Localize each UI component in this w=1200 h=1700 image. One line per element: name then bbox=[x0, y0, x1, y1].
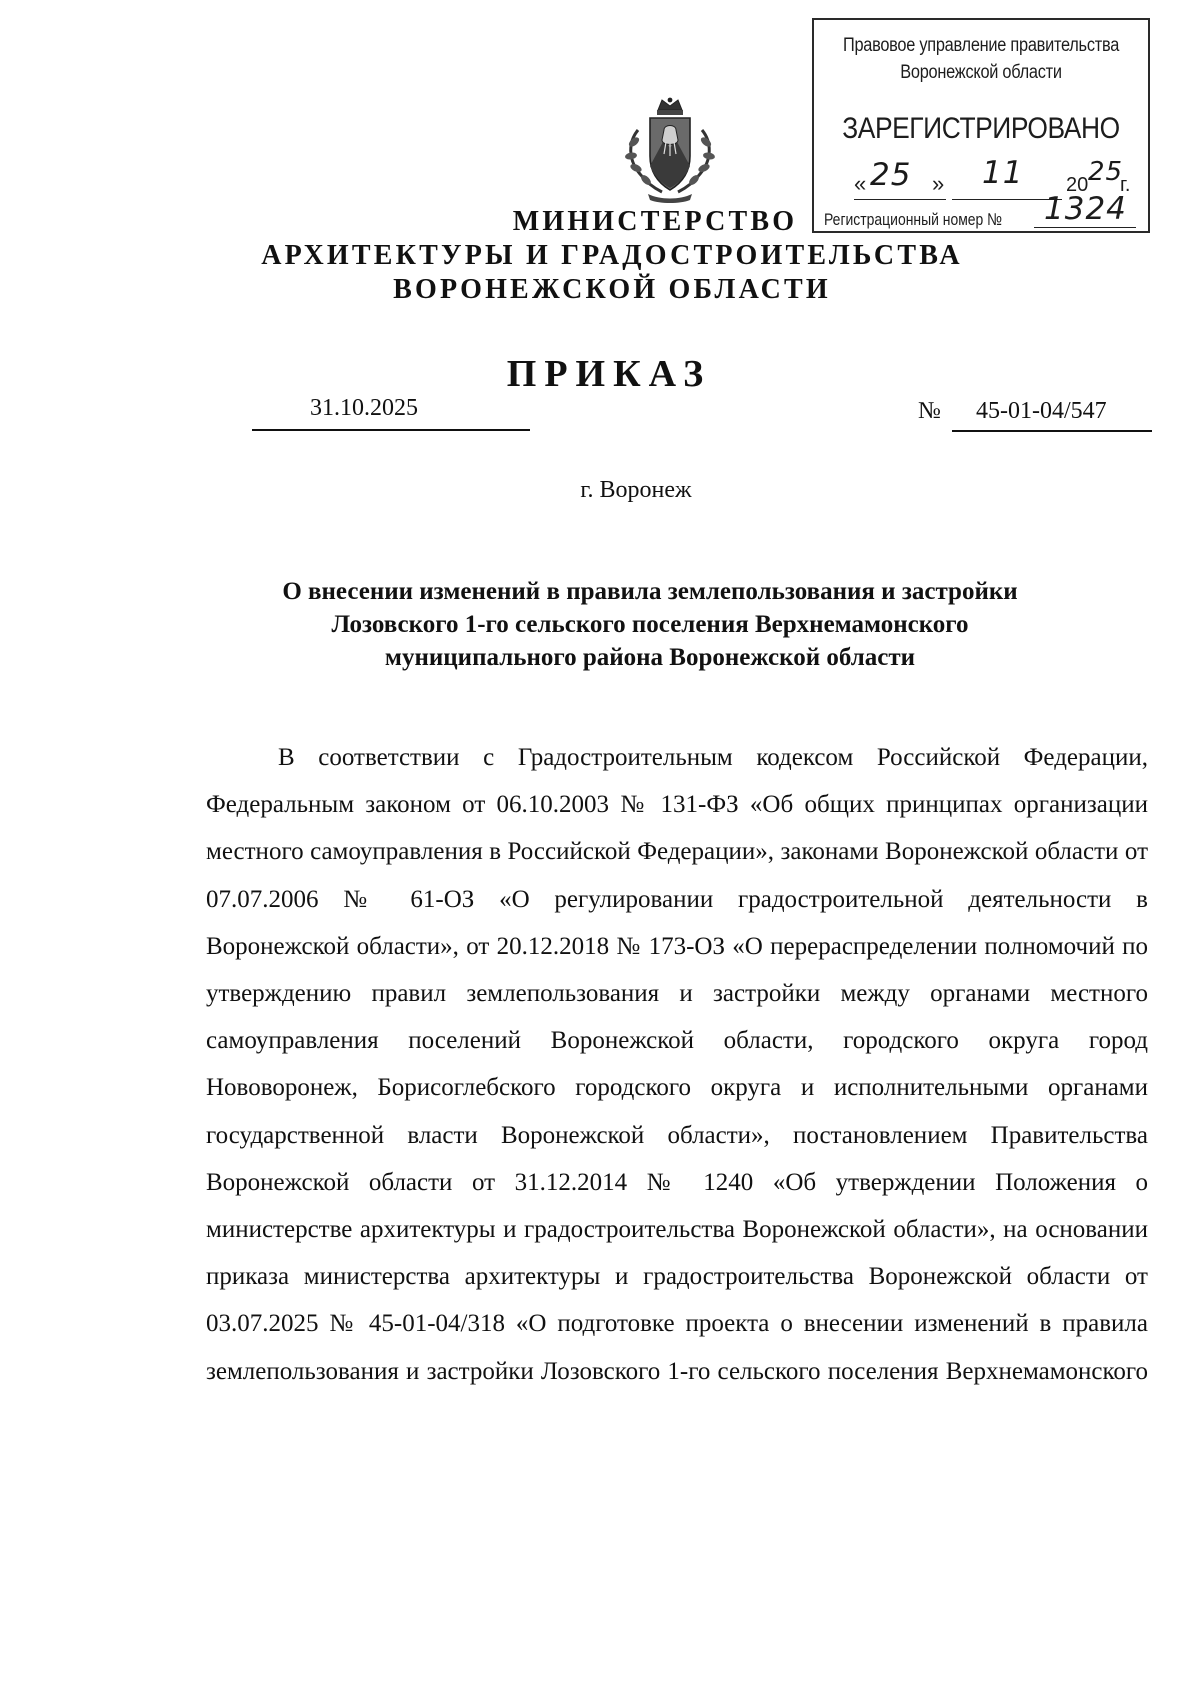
document-type: ПРИКАЗ bbox=[506, 353, 712, 395]
document-body bbox=[206, 734, 1148, 1395]
stamp-organization bbox=[837, 32, 1124, 86]
stamp-date-open-quote: « bbox=[854, 171, 867, 196]
document-date-field bbox=[252, 395, 530, 431]
document-date: 31.10.2025 bbox=[310, 395, 418, 421]
stamp-date-close-quote: » bbox=[932, 171, 945, 196]
stamp-reg-label: Регистрационный номер № bbox=[824, 210, 1003, 229]
registration-stamp bbox=[812, 18, 1150, 233]
stamp-reg-number: 1324 bbox=[1044, 191, 1127, 227]
document-number: 45-01-04/547 bbox=[976, 398, 1107, 424]
document-number-underline bbox=[952, 398, 1152, 432]
stamp-day-line bbox=[854, 199, 946, 200]
title-line1: О внесении изменений в правила землепользования и застройки bbox=[282, 578, 1018, 605]
ministry-name-line1: МИНИСТЕРСТВО bbox=[512, 206, 798, 237]
stamp-date-year-suffix: 25 bbox=[1088, 157, 1124, 187]
stamp-org-line1: Правовое управление правительства bbox=[842, 35, 1120, 56]
document-title bbox=[100, 575, 1200, 674]
document-city: г. Воронеж bbox=[580, 477, 692, 503]
voronezh-coat-of-arms-icon bbox=[620, 96, 720, 206]
document-number-field bbox=[918, 398, 1154, 432]
stamp-date-month: 11 bbox=[982, 155, 1024, 191]
stamp-date-year-unit: г. bbox=[1120, 174, 1131, 196]
number-sign: № bbox=[918, 398, 941, 424]
title-line2: Лозовского 1-го сельского поселения Верхнемамонского bbox=[331, 611, 969, 638]
stamp-date-year-prefix: 20 bbox=[1066, 174, 1089, 196]
body-paragraph-1: В соответствии с Градостроительным кодексом Российской Федерации, Федеральным законом от 06.10.2003 № 131-ФЗ «Об общих принципах организации местного самоуправления в Российской Федерации», законами Воронежской области от 07.07.2006 № 61-ОЗ «О регулировании градостроительной деятельности в Воронежской области», от 20.12.2018 № 173-ОЗ «О перераспределении полномочий по утверждению правил землепользования и застройки между органами местного самоуправления поселений Воронежской области, городского округа город Нововоронеж, Борисоглебского городского округа и исполнительными органами государственной власти Воронежской области», постановлением Правительства Воронежской области от 31.12.2014 № 1240 «Об утверждении Положения о министерстве архитектуры и градостроительства Воронежской области», на основании приказа министерства архитектуры и градостроительства Воронежской области от 03.07.2025 № 45-01-04/318 «О подготовке проекта о внесении изменений в правила землепользования и застройки Лозовского 1-го сельского поселения Верхнемамонского bbox=[206, 744, 1148, 1385]
title-line3: муниципального района Воронежской области bbox=[384, 644, 916, 671]
ministry-name-line3: ВОРОНЕЖСКОЙ ОБЛАСТИ bbox=[393, 274, 831, 305]
stamp-org-line2: Воронежской области bbox=[900, 62, 1062, 83]
ministry-name-line2: АРХИТЕКТУРЫ И ГРАДОСТРОИТЕЛЬСТВА bbox=[261, 240, 963, 271]
stamp-date-day: 25 bbox=[870, 157, 912, 193]
stamp-registered-label: ЗАРЕГИСТРИРОВАНО bbox=[842, 112, 1120, 145]
